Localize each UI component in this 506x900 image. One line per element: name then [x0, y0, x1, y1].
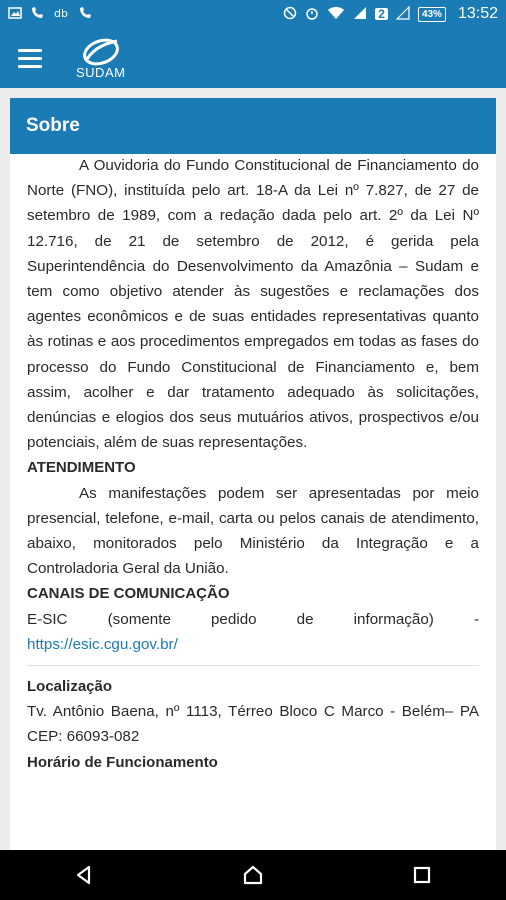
logo-text: SUDAM — [76, 64, 126, 80]
sim-icon: 2 — [375, 8, 388, 20]
atendimento-title: ATENDIMENTO — [27, 459, 136, 477]
signal-icon — [353, 6, 367, 22]
wifi-icon — [327, 6, 345, 22]
about-card — [10, 98, 496, 858]
system-nav-bar — [0, 850, 506, 900]
recents-icon — [412, 865, 432, 885]
canais-title: CANAIS DE COMUNICAÇÃO — [27, 585, 230, 603]
esic-link[interactable]: https://esic.cgu.gov.br/ — [27, 635, 178, 653]
svg-text:db: db — [54, 7, 68, 20]
status-left-icons — [8, 6, 94, 22]
horario-title: Horário de Funcionamento — [27, 753, 218, 771]
intro-paragraph: A Ouvidoria do Fundo Constitucional de Financiamento do Norte (FNO), instituída pelo art. 18-A da Lei nº 7.827, de 27 de setembro de 1989, com a redação dada pelo art. 2º da Lei Nº 12.716, de 21 de setembro de 2012, é gerida pela Superintendência do Desenvolvimento da Amazônia – Sudam e tem como objetivo atender às sugestões e reclamações dos agentes econômicos e de suas entidades representativas quanto às rotinas e aos procedimentos empregados em todas as fases do processo do Fundo Constitucional de Financiamento e, bem assim, acolher e dar tratamento adequado às solicitações, denúncias e elogios dos seus mutuários ativos, prospectivos e/ou potenciais, além de suas representações. — [27, 157, 479, 452]
esic-text: E-SIC (somente pedido de informação) - — [27, 610, 479, 628]
phone-icon — [30, 6, 46, 22]
atendimento-paragraph: As manifestações podem ser apresentadas por meio presencial, telefone, e-mail, carta ou pelos canais de atendimento, abaixo, monitorados pelo Ministério da Integração e a Controladoria Geral da União. — [27, 484, 479, 578]
back-icon — [73, 864, 95, 886]
sudam-logo-icon — [79, 37, 123, 67]
localizacao-title: Localização — [27, 678, 113, 696]
phone-icon — [78, 6, 94, 22]
image-icon — [8, 7, 22, 21]
card-body — [10, 153, 496, 775]
menu-icon — [18, 49, 42, 52]
do-not-disturb-icon — [283, 6, 297, 22]
recents-button[interactable] — [392, 855, 452, 895]
clipboard-icon — [54, 6, 70, 22]
alarm-icon — [305, 6, 319, 22]
card-header — [10, 98, 496, 154]
signal-icon — [396, 6, 410, 22]
back-button[interactable] — [54, 855, 114, 895]
clock: 13:52 — [457, 5, 498, 22]
status-bar — [0, 0, 506, 28]
localizacao-text: Tv. Antônio Baena, nº 1113, Térreo Bloco C Marco - Belém– PA CEP: 66093-082 — [27, 703, 479, 746]
card-title: Sobre — [26, 115, 80, 136]
battery-indicator: 43% — [418, 7, 446, 22]
home-button[interactable] — [223, 855, 283, 895]
divider — [27, 665, 479, 666]
app-bar — [0, 28, 506, 88]
menu-button[interactable] — [18, 41, 52, 75]
sudam-logo — [76, 37, 125, 80]
status-right-icons — [283, 5, 498, 23]
home-icon — [241, 863, 265, 887]
